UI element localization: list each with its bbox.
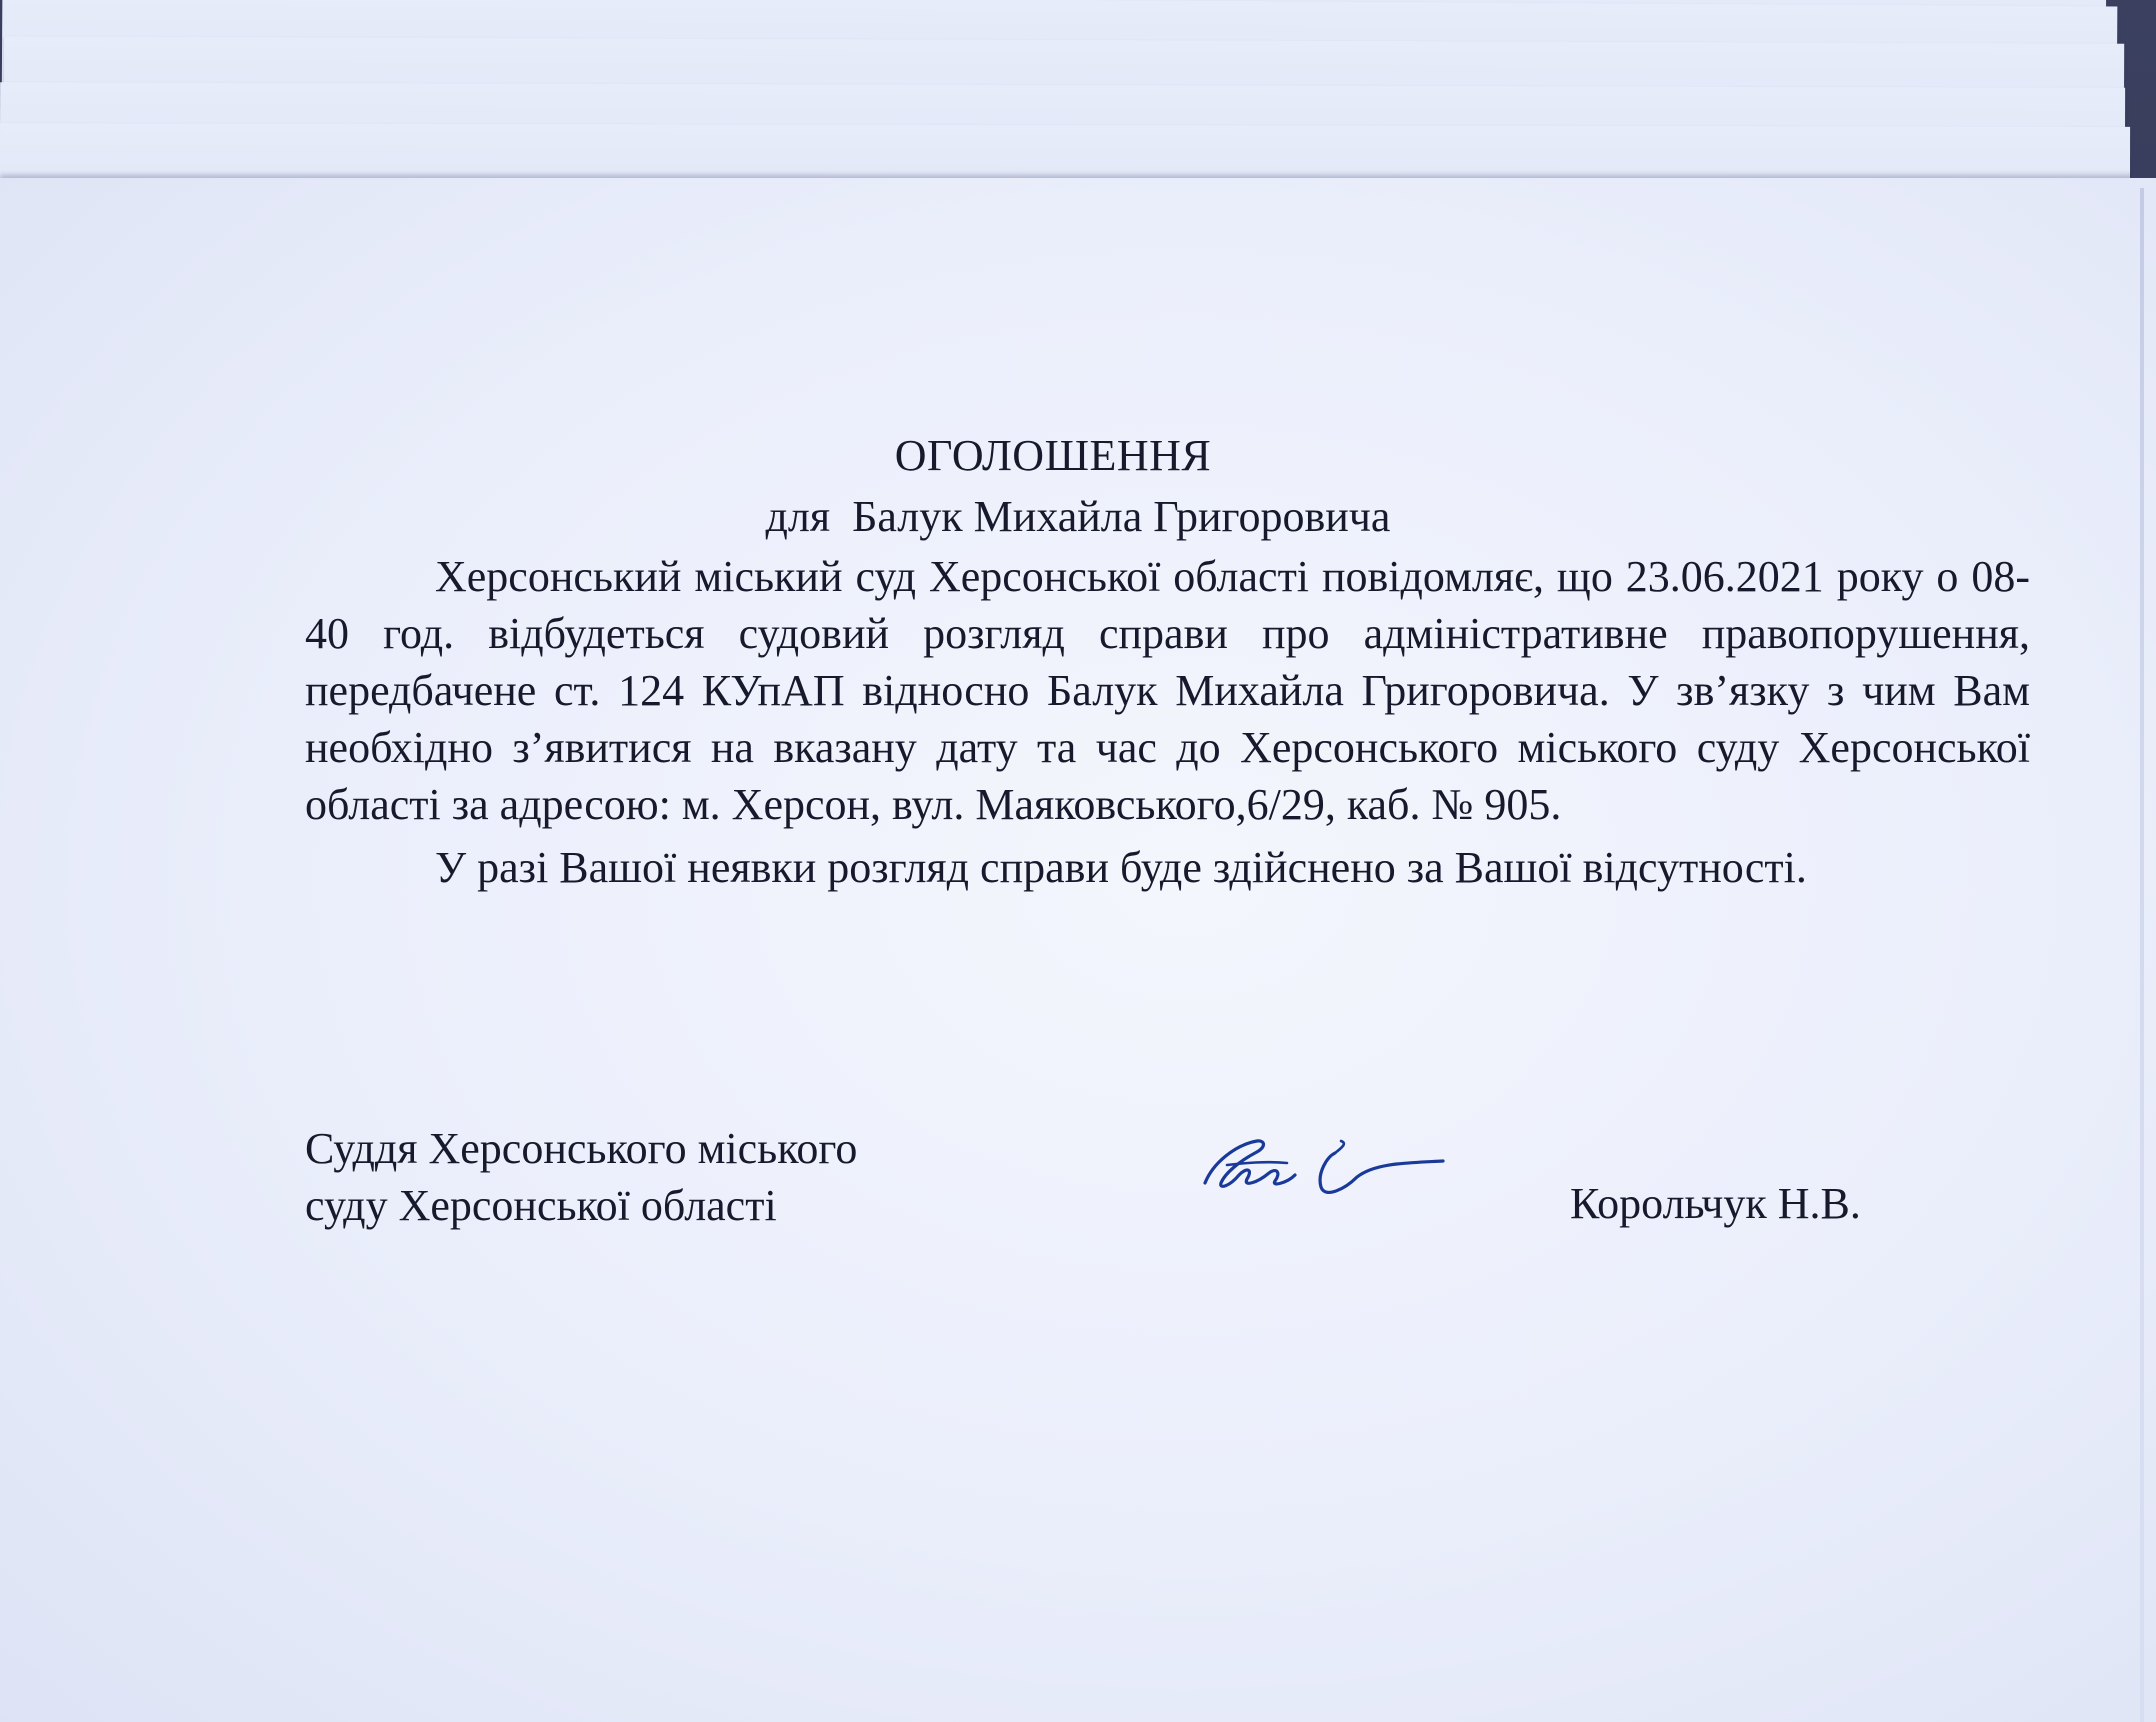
notice-paragraph: У разі Вашої неявки розгляд справи буде здійснено за Вашої відсутності. — [435, 843, 1807, 892]
document-subtitle: для Балук Михайла Григоровича — [765, 492, 1391, 541]
signature-icon — [1195, 1123, 1455, 1218]
notice-text — [305, 548, 2030, 896]
signatory-name: Корольчук Н.В. — [1570, 1179, 1861, 1228]
signatory-title — [305, 1120, 857, 1234]
document-body — [0, 178, 2156, 1722]
document-sheet — [0, 178, 2156, 1722]
document-title: ОГОЛОШЕННЯ — [894, 431, 1212, 480]
signatory-title-line: суду Херсонської області — [305, 1181, 777, 1230]
notice-paragraph: Херсонський міський суд Херсонської області повідомляє, що 23.06.2021 року о 08-40 год. відбудеться судовий розгляд справи про адміністративне правопорушення, передбачене ст. 124 КУпАП відносно Балук Михайла Григоровича. У зв’язку з чим Вам необхідно з’явитися на вказану дату та час до Херсонського міського суду Херсонської області за адресою: м. Херсон, вул. Маяковського,6/29, каб. № 905. — [305, 552, 2030, 829]
signatory-title-line: Суддя Херсонського міського — [305, 1124, 858, 1173]
sheet-edge — [2140, 188, 2144, 1722]
